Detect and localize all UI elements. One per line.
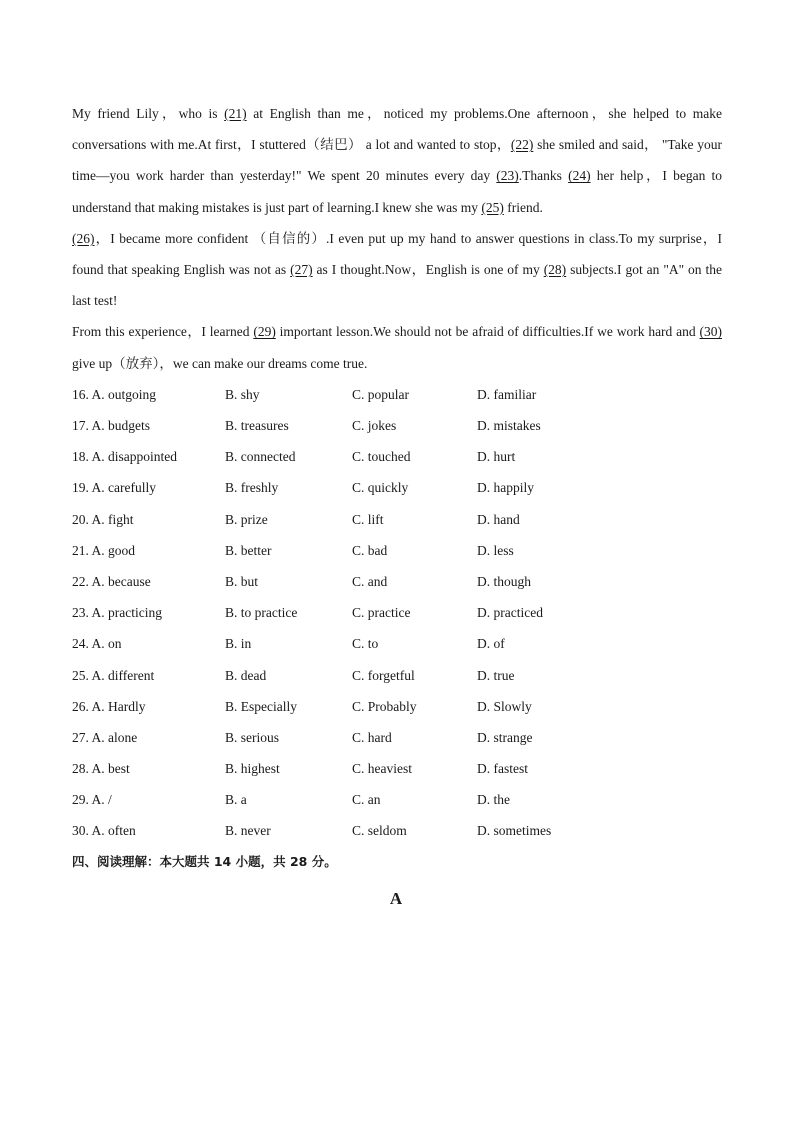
passage-text: ，I became more confident （自信的）.I even put up my hand to answer questions in class.To my surprise，I found that speaking English was not as [72, 230, 722, 278]
passage-paragraph [72, 98, 722, 223]
option-c: C. touched [352, 449, 411, 465]
question-row [72, 628, 722, 659]
option-b: B. highest [225, 761, 280, 777]
passage-text: she smiled and said， "Take your time—you work harder than yesterday!" We spent 20 minutes every day [72, 137, 722, 184]
question-row [72, 660, 722, 691]
part-label: A [389, 888, 403, 908]
option-a: 24. A. on [72, 636, 122, 652]
option-b: B. Especially [225, 698, 297, 714]
cloze-blank: (28) [543, 262, 567, 278]
option-d: D. happily [477, 480, 534, 496]
option-a: 19. A. carefully [72, 480, 156, 496]
option-d: D. fastest [477, 761, 528, 777]
option-d: D. true [477, 667, 515, 683]
option-c: C. forgetful [352, 667, 415, 683]
cloze-blank: (26) [72, 230, 95, 246]
question-row [72, 691, 722, 722]
option-b: B. to practice [225, 605, 298, 621]
option-d: D. hand [477, 511, 520, 527]
option-a: 23. A. practicing [72, 605, 162, 621]
option-d: D. familiar [477, 386, 537, 402]
question-row [72, 379, 722, 410]
option-d: D. hurt [477, 449, 516, 465]
cloze-blank: (25) [481, 199, 504, 215]
option-a: 25. A. different [72, 667, 155, 683]
option-b: B. shy [225, 386, 260, 402]
question-row [72, 410, 722, 441]
question-row [72, 535, 722, 566]
option-a: 16. A. outgoing [72, 386, 157, 402]
passage-paragraph [72, 223, 722, 317]
section-heading: 四、阅读理解：本大题共 14 小题，共 28 分。 [72, 853, 337, 869]
option-c: C. Probably [352, 698, 417, 714]
option-b: B. treasures [225, 418, 289, 434]
option-c: C. quickly [352, 480, 409, 496]
option-a: 17. A. budgets [72, 418, 151, 434]
passage-text: at English than me，noticed my problems.One afternoon，she helped to make conversations with me.At first，I stuttered（结巴） a lot and wanted to stop， [72, 106, 722, 153]
option-a: 18. A. disappointed [72, 449, 177, 465]
option-b: B. but [225, 573, 259, 589]
option-d: D. Slowly [477, 698, 532, 714]
option-a: 28. A. best [72, 761, 130, 777]
option-c: C. popular [352, 386, 409, 402]
question-row [72, 597, 722, 628]
option-a: 22. A. because [72, 573, 151, 589]
question-row [72, 784, 722, 815]
question-row [72, 504, 722, 535]
option-d: D. strange [477, 729, 533, 745]
option-b: B. a [225, 792, 247, 808]
option-c: C. lift [352, 511, 384, 527]
option-d: D. practiced [477, 605, 543, 621]
passage-text: friend. [503, 199, 543, 215]
option-c: C. seldom [352, 823, 407, 839]
option-c: C. and [352, 573, 388, 589]
question-row [72, 441, 722, 472]
option-c: C. an [352, 792, 381, 808]
question-list [72, 379, 722, 847]
exam-page [72, 98, 722, 909]
question-row [72, 566, 722, 597]
passage-text: My friend Lily，who is [72, 106, 225, 121]
cloze-blank: (30) [699, 324, 723, 340]
option-d: D. of [477, 636, 505, 652]
option-b: B. connected [225, 449, 296, 465]
option-c: C. practice [352, 605, 411, 621]
option-c: C. heaviest [352, 761, 412, 777]
option-a: 30. A. often [72, 823, 136, 839]
option-d: D. mistakes [477, 418, 541, 434]
cloze-blank: (22) [510, 137, 534, 153]
passage-text: as I thought.Now，English is one of my [312, 262, 544, 278]
option-a: 29. A. / [72, 792, 112, 808]
cloze-blank: (21) [224, 106, 247, 121]
passage-paragraph [72, 316, 722, 378]
question-row [72, 722, 722, 753]
option-a: 26. A. Hardly [72, 698, 146, 714]
option-a: 21. A. good [72, 542, 136, 558]
cloze-blank: (29) [253, 324, 276, 340]
passage-text: From this experience，I learned [72, 324, 254, 340]
option-b: B. serious [225, 729, 279, 745]
question-row [72, 472, 722, 503]
cloze-blank: (27) [290, 262, 313, 278]
option-a: 27. A. alone [72, 729, 138, 745]
cloze-passage [72, 98, 722, 379]
cloze-blank: (24) [568, 168, 591, 184]
option-d: D. though [477, 573, 531, 589]
option-d: D. sometimes [477, 823, 552, 839]
option-d: D. the [477, 792, 510, 808]
option-b: B. prize [225, 511, 268, 527]
passage-text: her help，I began to understand that making mistakes is just part of learning.I knew she was my [72, 168, 722, 215]
option-b: B. better [225, 542, 272, 558]
option-c: C. to [352, 636, 379, 652]
option-a: 20. A. fight [72, 511, 134, 527]
option-d: D. less [477, 542, 514, 558]
option-c: C. hard [352, 729, 392, 745]
passage-text: important lesson.We should not be afraid of difficulties.If we work hard and [275, 324, 700, 340]
option-c: C. jokes [352, 418, 397, 434]
passage-text: .Thanks [518, 168, 569, 184]
option-b: B. never [225, 823, 271, 839]
question-row [72, 753, 722, 784]
cloze-blank: (23) [496, 168, 519, 184]
option-c: C. bad [352, 542, 388, 558]
passage-text: give up（放弃），we can make our dreams come true. [72, 355, 368, 371]
option-b: B. freshly [225, 480, 279, 496]
option-b: B. in [225, 636, 252, 652]
passage-text: subjects.I got an "A" on the last test! [72, 262, 722, 309]
option-b: B. dead [225, 667, 267, 683]
question-row [72, 815, 722, 846]
